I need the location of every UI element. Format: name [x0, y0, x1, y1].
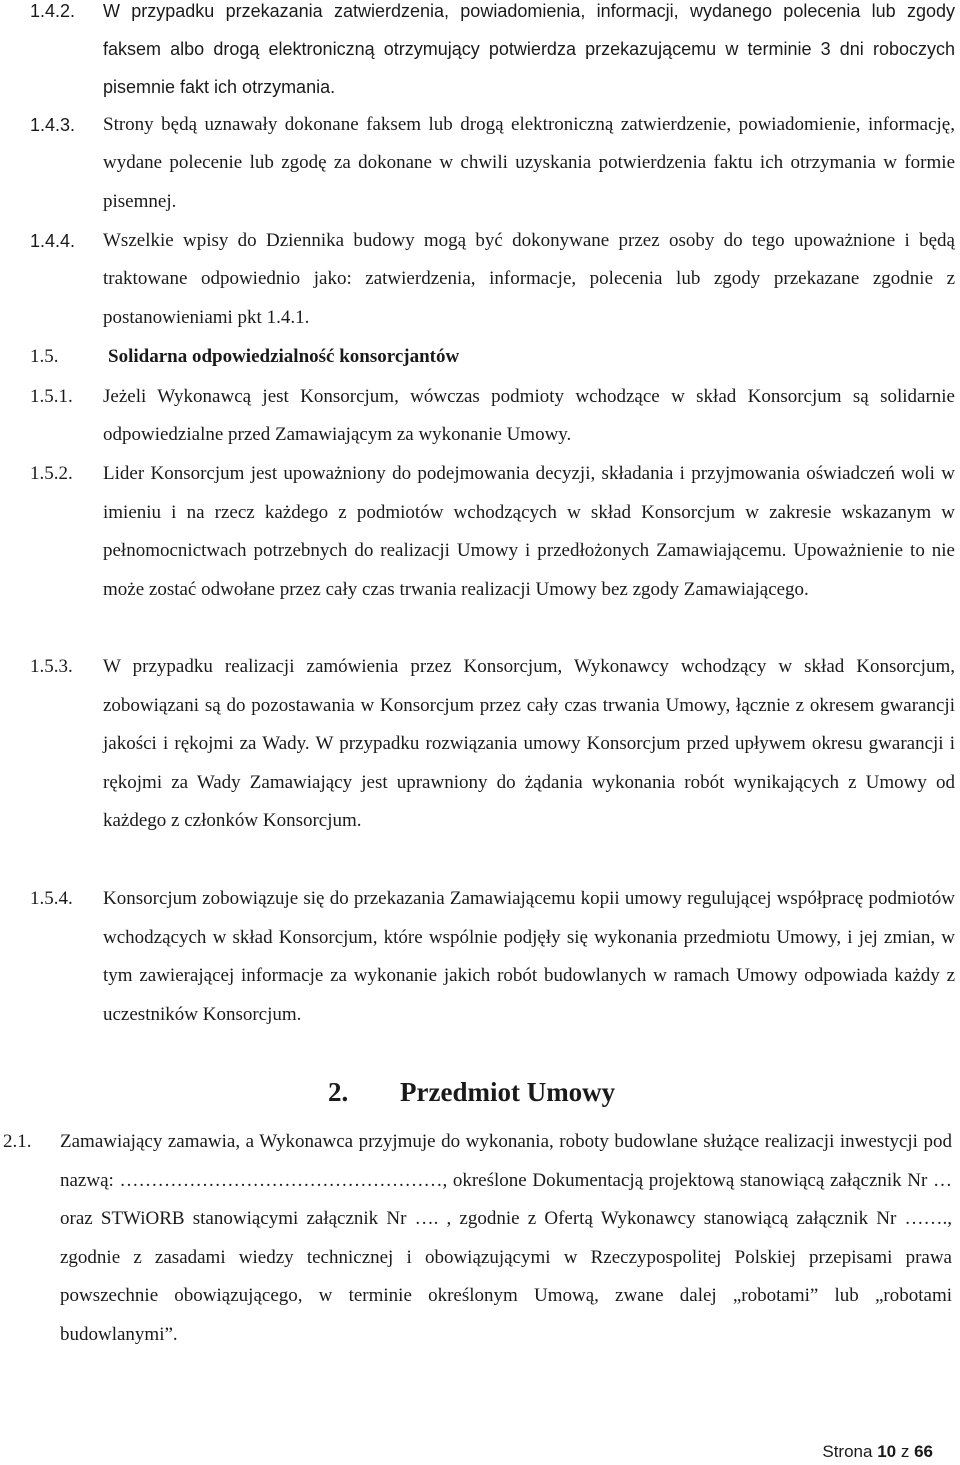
- paragraph-number: 1.4.4.: [30, 231, 76, 251]
- paragraph-text: Konsorcjum zobowiązuje się do przekazania Zamawiającemu kopii umowy regulującej współpracę podmiotów wchodzących w skład Konsorcjum, które wspólnie podjęły się wykonania przedmiotu Umowy, i jej zmian, w tym zawierającej informacje za wykonanie jakich robót budowlanych w ramach Umowy odpowiada każdy z uczestników Konsorcjum.: [103, 888, 955, 1025]
- paragraph-number: 1.4.2.: [30, 1, 76, 21]
- footer-of: z: [900, 1442, 910, 1461]
- paragraph-number: 1.5.2.: [30, 463, 73, 484]
- section-number: 1.5.: [30, 346, 59, 367]
- paragraph-text: W przypadku przekazania zatwierdzenia, powiadomienia, informacji, wydanego polecenia lub zgody faksem albo drogą elektroniczną otrzymujący potwierdza przekazującemu w terminie 3 dni roboczych pisemnie fakt ich otrzymania.: [103, 1, 955, 98]
- paragraph-text: W przypadku realizacji zamówienia przez Konsorcjum, Wykonawcy wchodzący w skład Konsorcjum, zobowiązani są do pozostawania w Konsorcjum przez cały czas trwania Umowy, łącznie z okresem gwarancji jakości i rękojmi za Wady. W przypadku rozwiązania umowy Konsorcjum przed upływem okresu gwarancji i rękojmi za Wady Zamawiający jest uprawniony do żądania wykonania robót wynikających z Umowy od każdego z członków Konsorcjum.: [103, 656, 955, 832]
- paragraph-number: 1.5.1.: [30, 386, 73, 407]
- paragraph-number: 1.5.4.: [30, 888, 73, 909]
- page-footer: [822, 1442, 933, 1462]
- footer-label: Strona: [822, 1442, 873, 1461]
- footer-total-pages: 66: [914, 1442, 933, 1461]
- footer-page-number: 10: [877, 1442, 897, 1461]
- section-number: 2.: [328, 1077, 349, 1107]
- paragraph-text: Lider Konsorcjum jest upoważniony do podejmowania decyzji, składania i przyjmowania oświadczeń woli w imieniu i na rzecz każdego z podmiotów wchodzących w skład Konsorcjum w zakresie wskazanym w pełnomocnictwach potrzebnych do realizacji Umowy i przedłożonych Zamawiającemu. Upoważnienie to nie może zostać odwołane przez cały czas trwania realizacji Umowy bez zgody Zamawiającego.: [103, 463, 955, 600]
- paragraph-text: Zamawiający zamawia, a Wykonawca przyjmuje do wykonania, roboty budowlane służące realizacji inwestycji pod nazwą: ……………………………………………, określone Dokumentacją projektową stanowiącą załącznik Nr … oraz STWiORB stanowiącymi załącznik Nr …. , zgodnie z Ofertą Wykonawcy stanowiącą załącznik Nr ……., zgodnie z zasadami wiedzy technicznej i obowiązującymi w Rzeczypospolitej Polskiej przepisami prawa powszechnie obowiązującego, w terminie określonym Umową, zwane dalej „robotami” lub „robotami budowlanymi”.: [60, 1131, 952, 1345]
- paragraph-text: [103, 106, 955, 221]
- paragraph-text: Jeżeli Wykonawcą jest Konsorcjum, wówczas podmioty wchodzące w skład Konsorcjum są solidarnie odpowiedzialne przed Zamawiającym za wykonanie Umowy.: [103, 386, 955, 446]
- paragraph-number: 2.1.: [3, 1131, 32, 1152]
- paragraph-text: Wszelkie wpisy do Dziennika budowy mogą być dokonywane przez osoby do tego upoważnione i będą traktowane odpowiednio jako: zatwierdzenia, informacje, polecenia lub zgody przekazane zgodnie z postanowieniami pkt 1.4.1.: [103, 230, 955, 328]
- section-title: Przedmiot Umowy: [400, 1077, 616, 1107]
- paragraph-text-content: Strony będą uznawały dokonane faksem lub drogą elektroniczną zatwierdzenie, powiadomienie, informację, wydane polecenie lub zgodę za dokonane w chwili uzyskania potwierdzenia faktu ich otrzymania w formie pisemnej.: [103, 114, 955, 212]
- paragraph-number: 1.5.3.: [30, 656, 73, 677]
- section-title: Solidarna odpowiedzialność konsorcjantów: [108, 346, 460, 367]
- section-2-heading: [328, 1077, 615, 1108]
- paragraph-number: 1.4.3.: [30, 115, 76, 135]
